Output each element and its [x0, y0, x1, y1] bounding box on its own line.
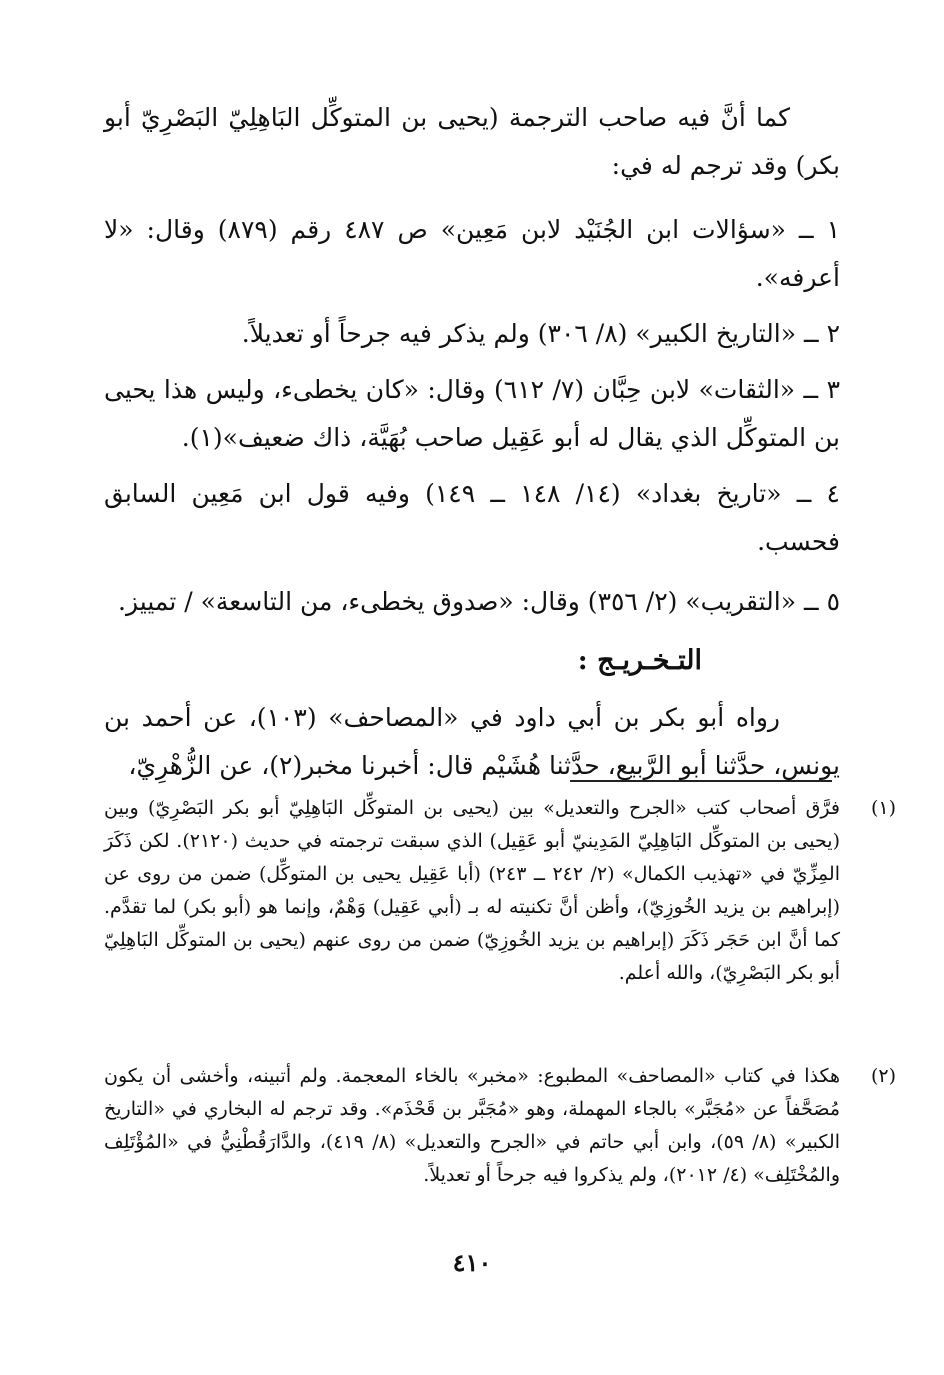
list-item: ٤ ــ «تاريخ بغداد» (١٤/ ١٤٨ ــ ١٤٩) وفيه قول ابن مَعِين السابق فحسب. [104, 479, 840, 556]
takhrij-paragraph: رواه أبو بكر بن أبي داود في «المصاحف» (١٠٣)، عن أحمد بن يونس، حدَّثنا أبو الرَّبيع، حدَّثنا هُشَيْم قال: أخبرنا مخبر(٢)، عن الزُّهْرِيّ، [104, 703, 840, 780]
list-item: ١ ــ «سؤالات ابن الجُنَيْد لابن مَعِين» ص ٤٨٧ رقم (٨٧٩) وقال: «لا أعرفه». [104, 215, 840, 292]
list-item: ٣ ــ «الثقات» لابن حِبَّان (٧/ ٦١٢) وقال: «كان يخطىء، وليس هذا يحيى بن المتوكِّل الذي يقال له أبو عَقِيل صاحب بُهَيَّة، ذاك ضعيف»(١). [104, 375, 840, 452]
list-item: ٥ ــ «التقريب» (٢/ ٣٥٦) وقال: «صدوق يخطىء، من التاسعة» / تمييز. [118, 587, 840, 616]
footnote-text: هكذا في كتاب «المصاحف» المطبوع: «مخبر» بالخاء المعجمة. ولم أتبينه، وأخشى أن يكون مُصَحَّفاً عن «مُجَبَّر» بالجاء المهملة، وهو «مُجَبَّر بن قَحْذَم». وقد ترجم له البخاري في «التاريخ الكبير» (٨/ ٥٩)، وابن أبي حاتم في «الجرح والتعديل» (٨/ ٤١٩)، والدَّارَقُطْنِيُّ في «المُؤْتَلِف والمُخْتَلِف» (٤/ ٢٠١٢)، ولم يذكروا فيه جرحاً أو تعديلاً. [104, 1065, 840, 1186]
intro-paragraph: كما أنَّ فيه صاحب الترجمة (يحيى بن المتوكِّل البَاهِلِيّ البَصْرِيّ أبو بكر) وقد ترجم له في: [104, 103, 840, 180]
footnote [104, 792, 896, 990]
footnote-divider [570, 780, 832, 782]
footnote-text: فرَّق أصحاب كتب «الجرح والتعديل» بين (يحيى بن المتوكِّل البَاهِلِيّ أبو بكر البَصْرِيّ) وبين (يحيى بن المتوكِّل البَاهِلِيّ المَدِينيّ أبو عَقِيل) الذي سبقت ترجمته في حديث (٢١٢٠). لكن ذَكَرَ المِزِّيّ في «تهذيب الكمال» (٢/ ٢٤٢ ــ ٢٤٣) (أبا عَقِيل يحيى بن المتوكِّل) ضمن من روى عن (إبراهيم بن يزيد الخُوزِيّ)، وأظن أنَّ تكنيته له بـ (أبي عَقِيل) وَهْمٌ، وإنما هو (أبو بكر) لما تقدَّم. كما أنَّ ابن حَجَر ذَكَرَ (إبراهيم بن يزيد الخُوزِيّ) ضمن من روى عنهم (يحيى بن المتوكِّل البَاهِلِيّ أبو بكر البَصْرِيّ)، والله أعلم. [104, 797, 840, 984]
footnote-number: (٢) [870, 1065, 896, 1087]
page-number: ٤١٠ [452, 1248, 492, 1277]
section-heading: التـخـريـج : [577, 645, 702, 676]
footnote-number: (١) [870, 797, 896, 819]
list-item: ٢ ــ «التاريخ الكبير» (٨/ ٣٠٦) ولم يذكر فيه جرحاً أو تعديلاً. [241, 319, 840, 348]
footnote [104, 1060, 896, 1192]
intro-block [104, 94, 840, 190]
